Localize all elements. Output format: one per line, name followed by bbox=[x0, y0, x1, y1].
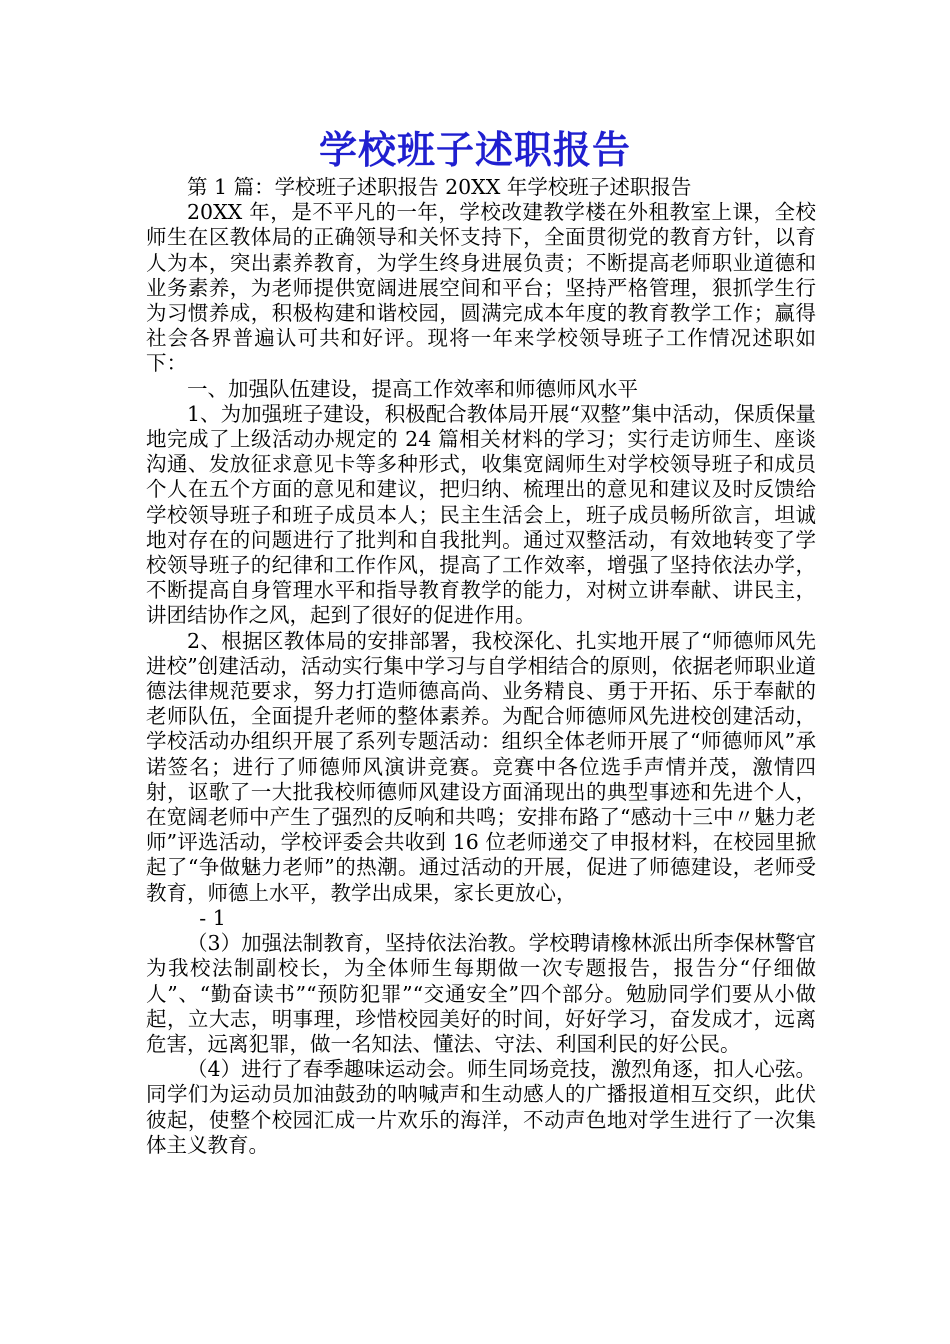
subtitle-line: 第 1 篇：学校班子述职报告 20XX 年学校班子述职报告 bbox=[187, 175, 692, 199]
paragraph-item-4: （4）进行了春季趣味运动会。师生同场竞技，激烈角逐，扣人心弦。同学们为运动员加油鼓劲的呐喊声和生动感人的广播报道相互交织，此伏彼起，使整个校园汇成一片欢乐的海洋，不动声色地对学生进行了一次集体主义教育。 bbox=[146, 1057, 816, 1157]
section-heading-1: 一、加强队伍建设，提高工作效率和师德师风水平 bbox=[187, 376, 638, 401]
paragraph-item-1: 1、为加强班子建设，积极配合教体局开展“双整”集中活动，保质保量地完成了上级活动办规定的 24 篇相关材料的学习；实行走访师生、座谈沟通、发放征求意见卡等多种形式，收集宽阔师生对学校领导班子和成员个人在五个方面的意见和建议，把归纳、梳理出的意见和建议及时反馈给学校领导班子和班子成员本人；民主生活会上，班子成员畅所欲言，坦诚地对存在的问题进行了批判和自我批判。通过双整活动，有效地转变了学校领导班子的纪律和工作作风，提高了工作效率，增强了坚持依法办学，不断提高自身管理水平和指导教育教学的能力，对树立讲奉献、讲民主，讲团结协作之风，起到了很好的促进作用。 bbox=[146, 401, 816, 628]
page-number: - 1 bbox=[199, 905, 226, 930]
paragraph-item-3: （3）加强法制教育，坚持依法治教。学校聘请橡林派出所李保林警官为我校法制副校长，为全体师生每期做一次专题报告，报告分“仔细做人”、“勤奋读书”“预防犯罪”“交通安全”四个部分。勉励同学们要从小做起，立大志，明事理，珍惜校园美好的时间，好好学习，奋发成才，远离危害，远离犯罪，做一名知法、懂法、守法、利国利民的好公民。 bbox=[146, 931, 816, 1056]
document-title: 学校班子述职报告 bbox=[318, 127, 631, 172]
paragraph-intro: 20XX 年，是不平凡的一年，学校改建教学楼在外租教室上课，全校师生在区教体局的正确领导和关怀支持下，全面贯彻党的教育方针，以育人为本，突出素养教育，为学生终身进展负责；不断提高老师职业道德和业务素养，为老师提供宽阔进展空间和平台；坚持严格管理，狠抓学生行为习惯养成，积极构建和谐校园，圆满完成本年度的教育教学工作；赢得社会各界普遍认可共和好评。现将一年来学校领导班子工作情况述职如下： bbox=[146, 200, 816, 376]
paragraph-item-2: 2、根据区教体局的安排部署，我校深化、扎实地开展了“师德师风先进校”创建活动，活动实行集中学习与自学相结合的原则，依据老师职业道德法律规范要求，努力打造师德高尚、业务精良、勇于开拓、乐于奉献的老师队伍，全面提升老师的整体素养。为配合师德师风先进校创建活动，学校活动办组织开展了系列专题活动：组织全体老师开展了“师德师风”承诺签名；进行了师德师风演讲竞赛。竞赛中各位选手声情并茂，激情四射，讴歌了一大批我校师德师风建设方面涌现出的典型事迹和先进个人，在宽阔老师中产生了强烈的反响和共鸣；安排布路了“感动十三中〃魅力老师”评选活动，学校评委会共收到 16 位老师递交了申报材料，在校园里掀起了“争做魅力老师”的热潮。通过活动的开展，促进了师德建设，老师受教育，师德上水平，教学出成果，家长更放心， bbox=[146, 628, 816, 905]
document-body bbox=[146, 175, 816, 1158]
